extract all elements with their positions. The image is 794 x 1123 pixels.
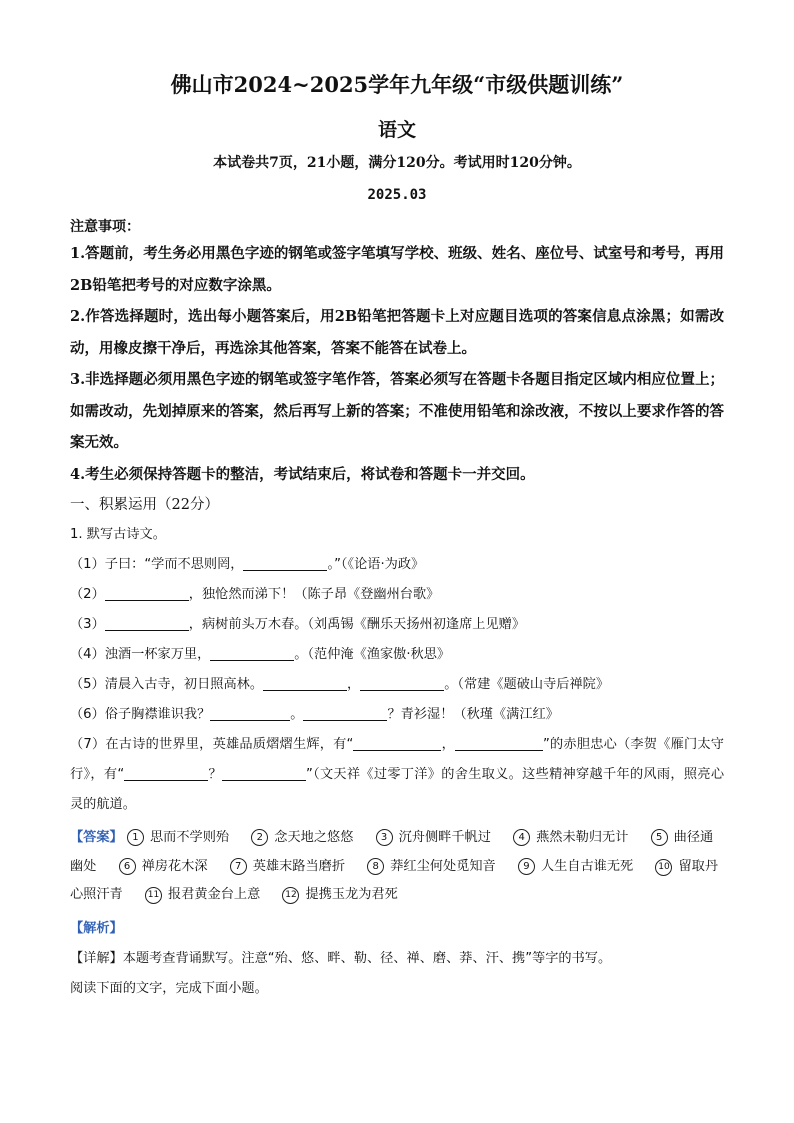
answer-text: 念天地之悠悠: [274, 830, 354, 845]
answer-item: [282, 887, 397, 902]
analysis-detail: [70, 944, 724, 974]
answer-text: 莽红尘何处觅知音: [390, 858, 496, 874]
part-7-text-e: ”（文天祥《过零丁洋》的舍生取义。这些精神穿越千年的风雨，照亮心灵的航道。: [70, 767, 725, 812]
answer-blank: [303, 704, 387, 721]
answer-text: 曲径通幽处: [70, 830, 714, 874]
part-6-text-c: ？青衫湿！（秋瑾《满江红》: [387, 707, 559, 722]
answer-item: [518, 859, 633, 874]
answer-text: 燕然未勒归无计: [536, 830, 629, 845]
answer-text: 沉舟侧畔千帆过: [398, 830, 491, 845]
answer-text: 报君黄金台上意: [167, 887, 261, 902]
part-3-text-b: ，病树前头万木春。（刘禹锡《酬乐天扬州初逢席上见赠》: [188, 617, 526, 632]
part-4-text-a: （4）浊酒一杯家万里，: [70, 647, 211, 662]
answer-text: 留取丹心照汗青: [70, 858, 719, 902]
answer-blank: [263, 674, 347, 691]
part-7-text-a: （7）在古诗的世界里，英雄品质熠熠生辉，有“: [70, 737, 354, 752]
answer-number: 10: [655, 859, 672, 876]
answer-number: 8: [367, 858, 384, 875]
part-2-text-a: （2）: [70, 587, 105, 602]
analysis-heading: [70, 914, 724, 944]
part-1-text-b: 。”（《论语·为政》: [327, 557, 425, 572]
part-4-text-b: 。（范仲淹《渔家傲·秋思》: [294, 647, 451, 662]
part-7-text-b: ，: [441, 737, 455, 752]
analysis-label: 【解析】: [70, 920, 123, 936]
answer-blank: [210, 644, 294, 661]
question-part-1: [70, 550, 724, 580]
answer-item: [230, 859, 345, 874]
answer-item: [376, 830, 491, 845]
question-part-3: [70, 610, 724, 640]
detail-text: 本题考查背诵默写。注意“殆、悠、畔、勒、径、禅、磨、莽、汗、携”等字的书写。: [122, 950, 612, 966]
detail-label: 【详解】: [70, 950, 123, 966]
answer-item: [127, 830, 229, 845]
part-6-text-b: 。: [290, 707, 304, 722]
subject-title: 语文: [377, 119, 416, 141]
exam-date: 2025.03: [367, 187, 427, 203]
answer-number: 7: [230, 858, 247, 875]
answer-text: 提携玉龙为君死: [305, 887, 398, 902]
answer-item: [119, 859, 208, 874]
part-7-text-d: ？: [208, 767, 222, 782]
question-part-6: [70, 700, 724, 730]
answer-number: 9: [518, 858, 535, 875]
question-part-4: [70, 640, 724, 670]
answer-text: 英雄末路当磨折: [252, 858, 346, 874]
answer-number: 1: [127, 829, 144, 846]
answer-blank: [243, 554, 327, 571]
answer-blank: [353, 734, 441, 751]
answer-item: [251, 830, 353, 845]
notice-item-2: 2.作答选择题时，选出每小题答案后，用2B铅笔把答题卡上对应题目选项的答案信息点涂黑；如需改动，用橡皮擦干净后，再选涂其他答案，答案不能答在试卷上。: [70, 308, 724, 357]
answer-blank: [105, 614, 189, 631]
part-6-text-a: （6）俗子胸襟谁识我？: [70, 707, 211, 722]
answer-number: 4: [513, 829, 530, 846]
answer-blank: [455, 734, 543, 751]
answer-blank: [222, 764, 306, 781]
answer-text: 禅房花木深: [141, 858, 208, 874]
answer-blank: [210, 704, 290, 721]
notice-item-4: 4.考生必须保持答题卡的整洁，考试结束后，将试卷和答题卡一并交回。: [70, 465, 535, 483]
answer-blank: [105, 584, 189, 601]
notice-heading: 注意事项：: [70, 219, 140, 235]
answer-item: [145, 887, 260, 902]
answer-number: 5: [651, 829, 668, 846]
answer-number: 3: [376, 829, 393, 846]
notice-item-1: 1.答题前，考生务必用黑色字迹的钢笔或签字笔填写学校、班级、姓名、座位号、试室号和考号，再用2B铅笔把考号的对应数字涂黑。: [70, 245, 724, 294]
question-part-5: [70, 670, 724, 700]
answer-number: 6: [119, 858, 136, 875]
part-2-text-b: ，独怆然而涕下！（陈子昂《登幽州台歌》: [188, 587, 440, 602]
section-title: 一、积累运用（22分）: [70, 497, 219, 513]
part-1-text-a: （1）子曰：“学而不思则罔，: [70, 557, 244, 572]
part-3-text-a: （3）: [70, 617, 105, 632]
answer-item: [367, 859, 496, 874]
exam-title: 佛山市2024~2025学年九年级“市级供题训练”: [170, 72, 624, 97]
answer-text: 人生自古谁无死: [540, 858, 634, 874]
answer-number: 11: [145, 887, 162, 904]
answer-blank: [360, 674, 444, 691]
answer-text: 思而不学则殆: [149, 830, 230, 845]
reading-instruction: 阅读下面的文字，完成下面小题。: [70, 980, 268, 996]
exam-page: [70, 62, 724, 1004]
exam-info: 本试卷共7页，21小题，满分120分。考试用时120分钟。: [213, 155, 581, 171]
answer-item: [513, 830, 628, 845]
part-7-text-c: ”的赤胆忠心（李贺《雁门太守行》，有“: [70, 737, 724, 782]
answer-number: 2: [251, 829, 268, 846]
question-part-7: [70, 730, 724, 820]
part-5-text-c: 。（常建《题破山寺后禅院》: [444, 677, 610, 692]
part-5-text-b: ，: [347, 677, 361, 692]
question-part-2: [70, 580, 724, 610]
question-stem: 1. 默写古诗文。: [70, 527, 166, 542]
answer-blank: [124, 764, 208, 781]
answer-number: 12: [282, 887, 299, 904]
answer-block: [70, 824, 724, 910]
answer-label: 【答案】: [70, 830, 123, 845]
notice-item-3: 3.非选择题必须用黑色字迹的钢笔或签字笔作答，答案必须写在答题卡各题目指定区域内相应位置上；如需改动，先划掉原来的答案，然后再写上新的答案；不准使用铅笔和涂改液，不按以上要求作答的答案无效。: [70, 371, 724, 451]
part-5-text-a: （5）清晨入古寺，初日照高林。: [70, 677, 264, 692]
